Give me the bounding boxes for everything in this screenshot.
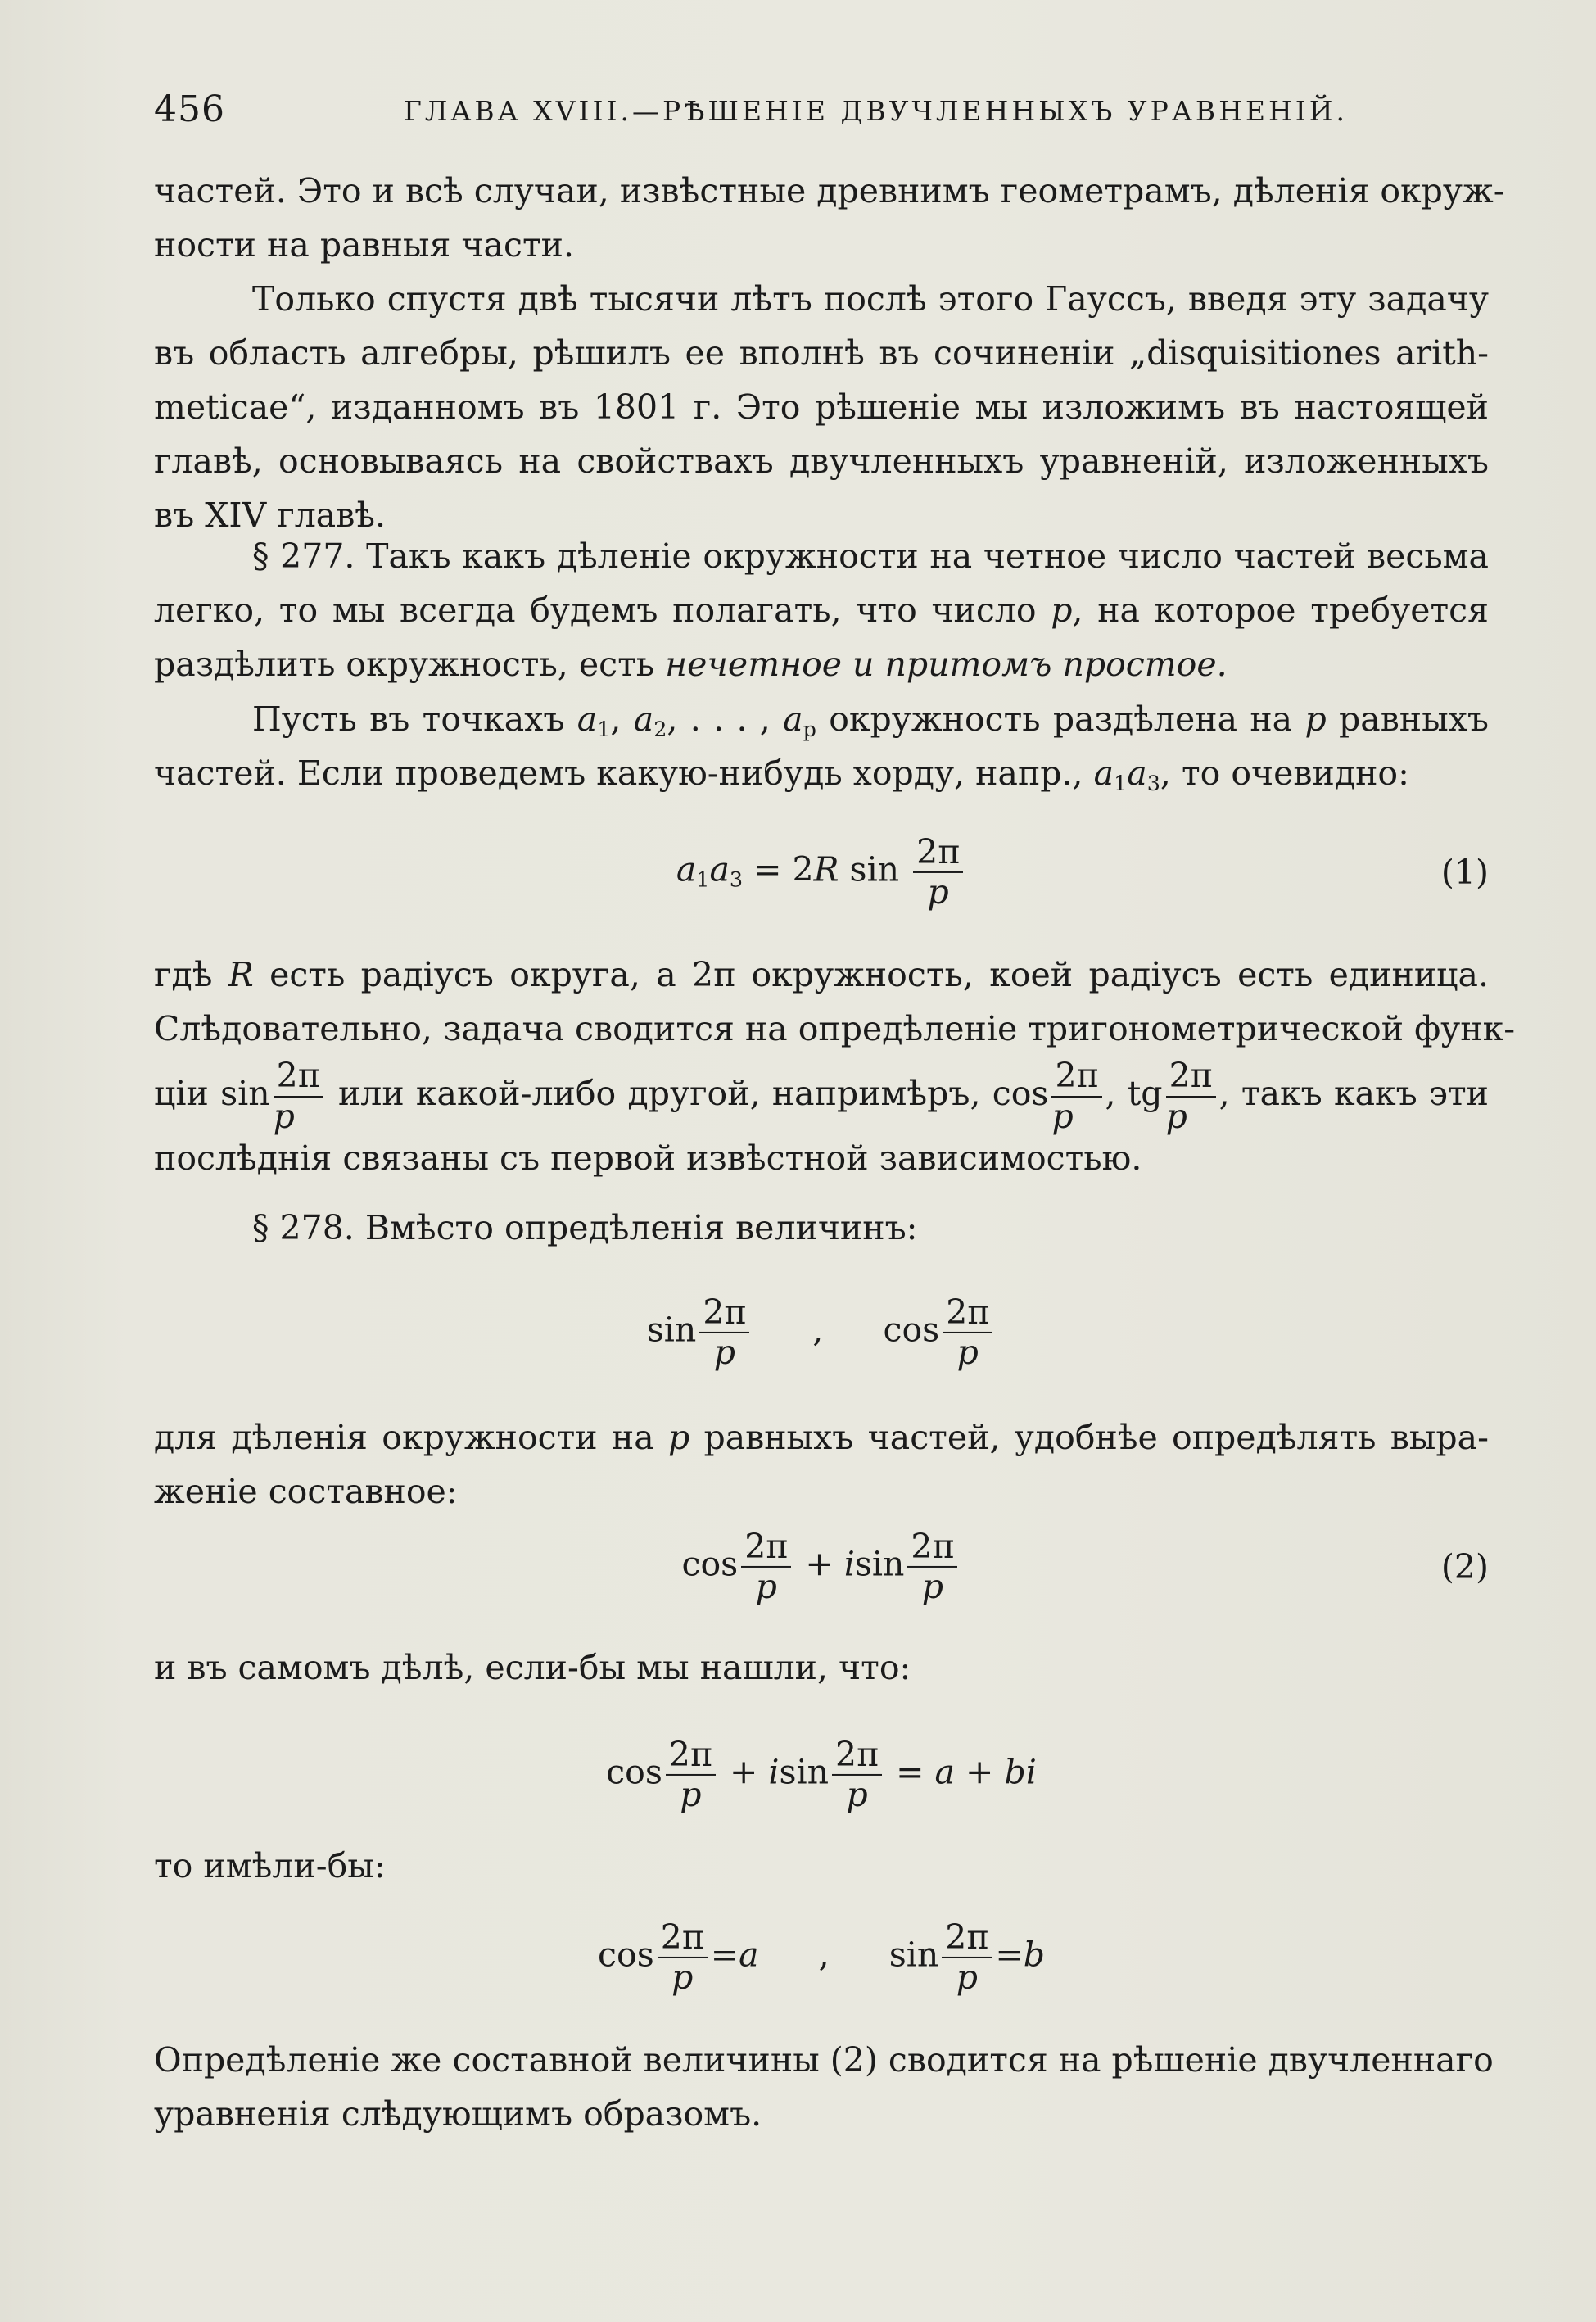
text-line xyxy=(154,583,1489,637)
math-var: a xyxy=(633,699,654,739)
fraction xyxy=(658,1917,708,1997)
text-line: послѣднія связаны съ первой извѣстной зависимостью. xyxy=(154,1138,1142,1178)
math-var: a xyxy=(576,699,598,739)
fraction-denominator: p xyxy=(927,872,949,912)
math-fn: sin xyxy=(220,1074,270,1113)
text-span: равныхъ xyxy=(1339,699,1489,739)
text-span: , на которое требуется xyxy=(1072,591,1489,630)
equation-4 xyxy=(154,1912,1489,2003)
text-line xyxy=(154,948,1489,1002)
text-line: главѣ, основываясь на свойствахъ двучленныхъ уравненій, изложенныхъ xyxy=(154,441,1489,481)
equation-2 xyxy=(154,1522,1489,1612)
text-line: въ XIV главѣ. xyxy=(154,496,387,535)
math-sym: 2 xyxy=(792,849,814,889)
fraction xyxy=(274,1058,323,1134)
fraction-denominator: p xyxy=(273,1096,295,1136)
text-span: частей. Если проведемъ какую-нибудь хорду, напр., xyxy=(154,754,1083,793)
math-sym: + xyxy=(965,1752,994,1792)
fraction-numerator: 2π xyxy=(666,1737,716,1776)
fraction xyxy=(699,1292,749,1372)
math-fn: sin xyxy=(646,1310,697,1350)
text-span: легко, то мы всегда будемъ полагать, что число xyxy=(154,591,1037,630)
math-sub: 3 xyxy=(1146,771,1160,796)
fraction-denominator: p xyxy=(956,1958,978,1997)
text-line xyxy=(154,1410,1489,1464)
fraction-numerator: 2π xyxy=(1051,1058,1101,1097)
math-sym: , xyxy=(1105,1074,1116,1113)
italic-phrase: нечетное и притомъ простое. xyxy=(665,645,1228,684)
paragraph-8 xyxy=(154,1641,1489,1695)
fraction xyxy=(741,1526,791,1606)
math-var: b xyxy=(1004,1752,1026,1792)
math-sub: 3 xyxy=(729,867,744,892)
text-line xyxy=(154,637,1489,691)
fraction xyxy=(942,1917,992,1997)
math-var: a xyxy=(1127,754,1147,793)
math-fn: sin xyxy=(779,1752,830,1792)
text-span: ціи xyxy=(154,1074,209,1113)
fraction-denominator: p xyxy=(921,1567,944,1606)
fraction xyxy=(1051,1058,1101,1134)
text-line: Только спустя двѣ тысячи лѣтъ послѣ этого Гауссъ, введя эту задачу xyxy=(252,279,1489,319)
fraction-denominator: p xyxy=(713,1333,735,1372)
paragraph-5 xyxy=(154,948,1516,1185)
math-var: a xyxy=(934,1752,955,1792)
fraction-denominator: p xyxy=(671,1958,694,1997)
math-var-p: p xyxy=(667,1418,690,1457)
math-var: a xyxy=(783,699,803,739)
equation-number: (2) xyxy=(1440,1547,1489,1586)
text-span: гдѣ xyxy=(154,955,213,994)
fraction-numerator: 2π xyxy=(913,835,963,873)
math-sub: 1 xyxy=(597,717,611,742)
text-span: или какой-либо другой, напримѣръ, xyxy=(337,1074,981,1113)
equation-body xyxy=(154,1292,1489,1372)
equation-sin-cos xyxy=(154,1288,1489,1378)
paragraph-section-278 xyxy=(154,1201,1489,1255)
math-sym: = xyxy=(896,1752,925,1792)
math-sym: , . . . , xyxy=(667,699,771,739)
text-line: Опредѣленіе же составной величины (2) сводится на рѣшеніе двучленнаго xyxy=(154,2040,1494,2080)
page-number: 456 xyxy=(154,88,225,130)
fraction-numerator: 2π xyxy=(658,1920,708,1958)
text-span: Пусть въ точкахъ xyxy=(252,699,565,739)
math-fn: cos xyxy=(598,1935,654,1975)
text-span: для дѣленія окружности на xyxy=(154,1418,654,1457)
text-line: Слѣдовательно, задача сводится на опредѣленіе тригонометрической функ- xyxy=(154,1009,1516,1048)
math-var: i xyxy=(768,1752,780,1792)
fraction-numerator: 2π xyxy=(274,1058,323,1097)
fraction-denominator: p xyxy=(680,1775,702,1814)
equation-body xyxy=(154,1734,1489,1814)
text-line: женіе составное: xyxy=(154,1472,458,1511)
fraction-denominator: p xyxy=(1051,1096,1074,1136)
math-sym: , xyxy=(818,1935,830,1975)
fraction-numerator: 2π xyxy=(699,1295,749,1333)
text-span: , то очевидно: xyxy=(1160,754,1409,793)
page-header xyxy=(154,88,1497,129)
math-sym: = xyxy=(753,849,782,889)
fraction xyxy=(832,1734,882,1814)
paragraph-1 xyxy=(154,164,1505,272)
text-line: частей. Это и всѣ случаи, извѣстные древнимъ геометрамъ, дѣленія окруж- xyxy=(154,171,1505,210)
math-fn: cos xyxy=(992,1074,1049,1113)
text-span: раздѣлить окружность, есть xyxy=(154,645,655,684)
math-fn: sin xyxy=(888,1935,939,1975)
math-sub: 2 xyxy=(653,717,667,742)
text-line: то имѣли-бы: xyxy=(154,1846,386,1885)
text-line: ности на равныя части. xyxy=(154,225,575,265)
text-span: окружность раздѣлена на xyxy=(829,699,1293,739)
equation-number: (1) xyxy=(1440,853,1489,892)
paragraph-7 xyxy=(154,1410,1489,1519)
fraction-numerator: 2π xyxy=(1166,1058,1216,1097)
paragraph-10 xyxy=(154,2033,1494,2141)
text-span: , такъ какъ эти xyxy=(1218,1074,1489,1113)
paragraph-2 xyxy=(154,272,1489,542)
text-line xyxy=(154,692,1489,746)
text-line: meticae“, изданномъ въ 1801 г. Это рѣшеніе мы изложимъ въ настоящей xyxy=(154,387,1489,427)
math-sym: + xyxy=(729,1752,758,1792)
math-fn: sin xyxy=(849,849,900,889)
math-var: R xyxy=(813,849,839,889)
math-var: i xyxy=(1025,1752,1037,1792)
fraction-numerator: 2π xyxy=(741,1529,791,1568)
equation-3 xyxy=(154,1730,1489,1820)
math-fn: cos xyxy=(606,1752,662,1792)
math-sym: + xyxy=(805,1544,834,1584)
fraction-denominator: p xyxy=(956,1333,979,1372)
math-var-R: R xyxy=(228,955,254,994)
math-var-p: p xyxy=(1051,591,1073,630)
math-fn: cos xyxy=(883,1310,940,1350)
math-fn: tg xyxy=(1127,1074,1163,1113)
fraction-denominator: p xyxy=(1165,1096,1187,1136)
fraction xyxy=(666,1734,716,1814)
equation-body xyxy=(154,1526,1489,1606)
math-sub: 1 xyxy=(696,867,710,892)
math-sub: p xyxy=(803,717,816,742)
fraction-denominator: p xyxy=(846,1775,868,1814)
text-line: уравненія слѣдующимъ образомъ. xyxy=(154,2094,762,2134)
fraction xyxy=(907,1526,957,1606)
fraction xyxy=(1166,1058,1216,1134)
fraction-numerator: 2π xyxy=(942,1920,992,1958)
text-line: § 277. Такъ какъ дѣленіе окружности на четное число частей весьма xyxy=(252,536,1489,576)
fraction xyxy=(943,1292,992,1372)
math-sym: , xyxy=(812,1310,824,1350)
text-line xyxy=(154,746,1489,800)
math-fn: cos xyxy=(681,1544,739,1584)
text-line xyxy=(154,1056,1489,1136)
equation-1 xyxy=(154,827,1489,917)
text-span: равныхъ частей, удобнѣе опредѣлять выра- xyxy=(703,1418,1489,1457)
fraction-numerator: 2π xyxy=(832,1737,882,1776)
math-var: a xyxy=(1093,754,1114,793)
fraction xyxy=(913,831,963,912)
math-fn: sin xyxy=(854,1544,905,1584)
fraction-numerator: 2π xyxy=(907,1529,957,1568)
text-line: въ область алгебры, рѣшилъ ее вполнѣ въ сочиненіи „disquisitiones arith- xyxy=(154,333,1489,373)
running-title: ГЛАВА XVIII.—РѢШЕНІЕ ДВУЧЛЕННЫХЪ УРАВНЕНІЙ. xyxy=(404,95,1349,127)
math-sym: = xyxy=(995,1935,1024,1975)
paragraph-9 xyxy=(154,1839,1489,1893)
equation-body xyxy=(154,1917,1489,1997)
math-var: a xyxy=(676,849,697,889)
math-var: b xyxy=(1023,1935,1045,1975)
math-var: a xyxy=(739,1935,759,1975)
text-line: и въ самомъ дѣлѣ, если-бы мы нашли, что: xyxy=(154,1648,911,1687)
math-sub: 1 xyxy=(1114,771,1128,796)
math-var: a xyxy=(709,849,730,889)
math-sym: , xyxy=(610,699,622,739)
equation-body xyxy=(154,831,1489,912)
text-line: § 278. Вмѣсто опредѣленія величинъ: xyxy=(252,1208,918,1247)
fraction-denominator: p xyxy=(755,1567,777,1606)
text-span: есть радіусъ округа, а 2π окружность, коей радіусъ есть единица. xyxy=(269,955,1489,994)
paragraph-4 xyxy=(154,692,1489,800)
math-sym: = xyxy=(710,1935,739,1975)
paragraph-section-277 xyxy=(154,529,1489,691)
fraction-numerator: 2π xyxy=(943,1295,992,1333)
math-var: i xyxy=(843,1544,855,1584)
math-points xyxy=(576,699,816,742)
math-var-p: p xyxy=(1304,699,1327,739)
